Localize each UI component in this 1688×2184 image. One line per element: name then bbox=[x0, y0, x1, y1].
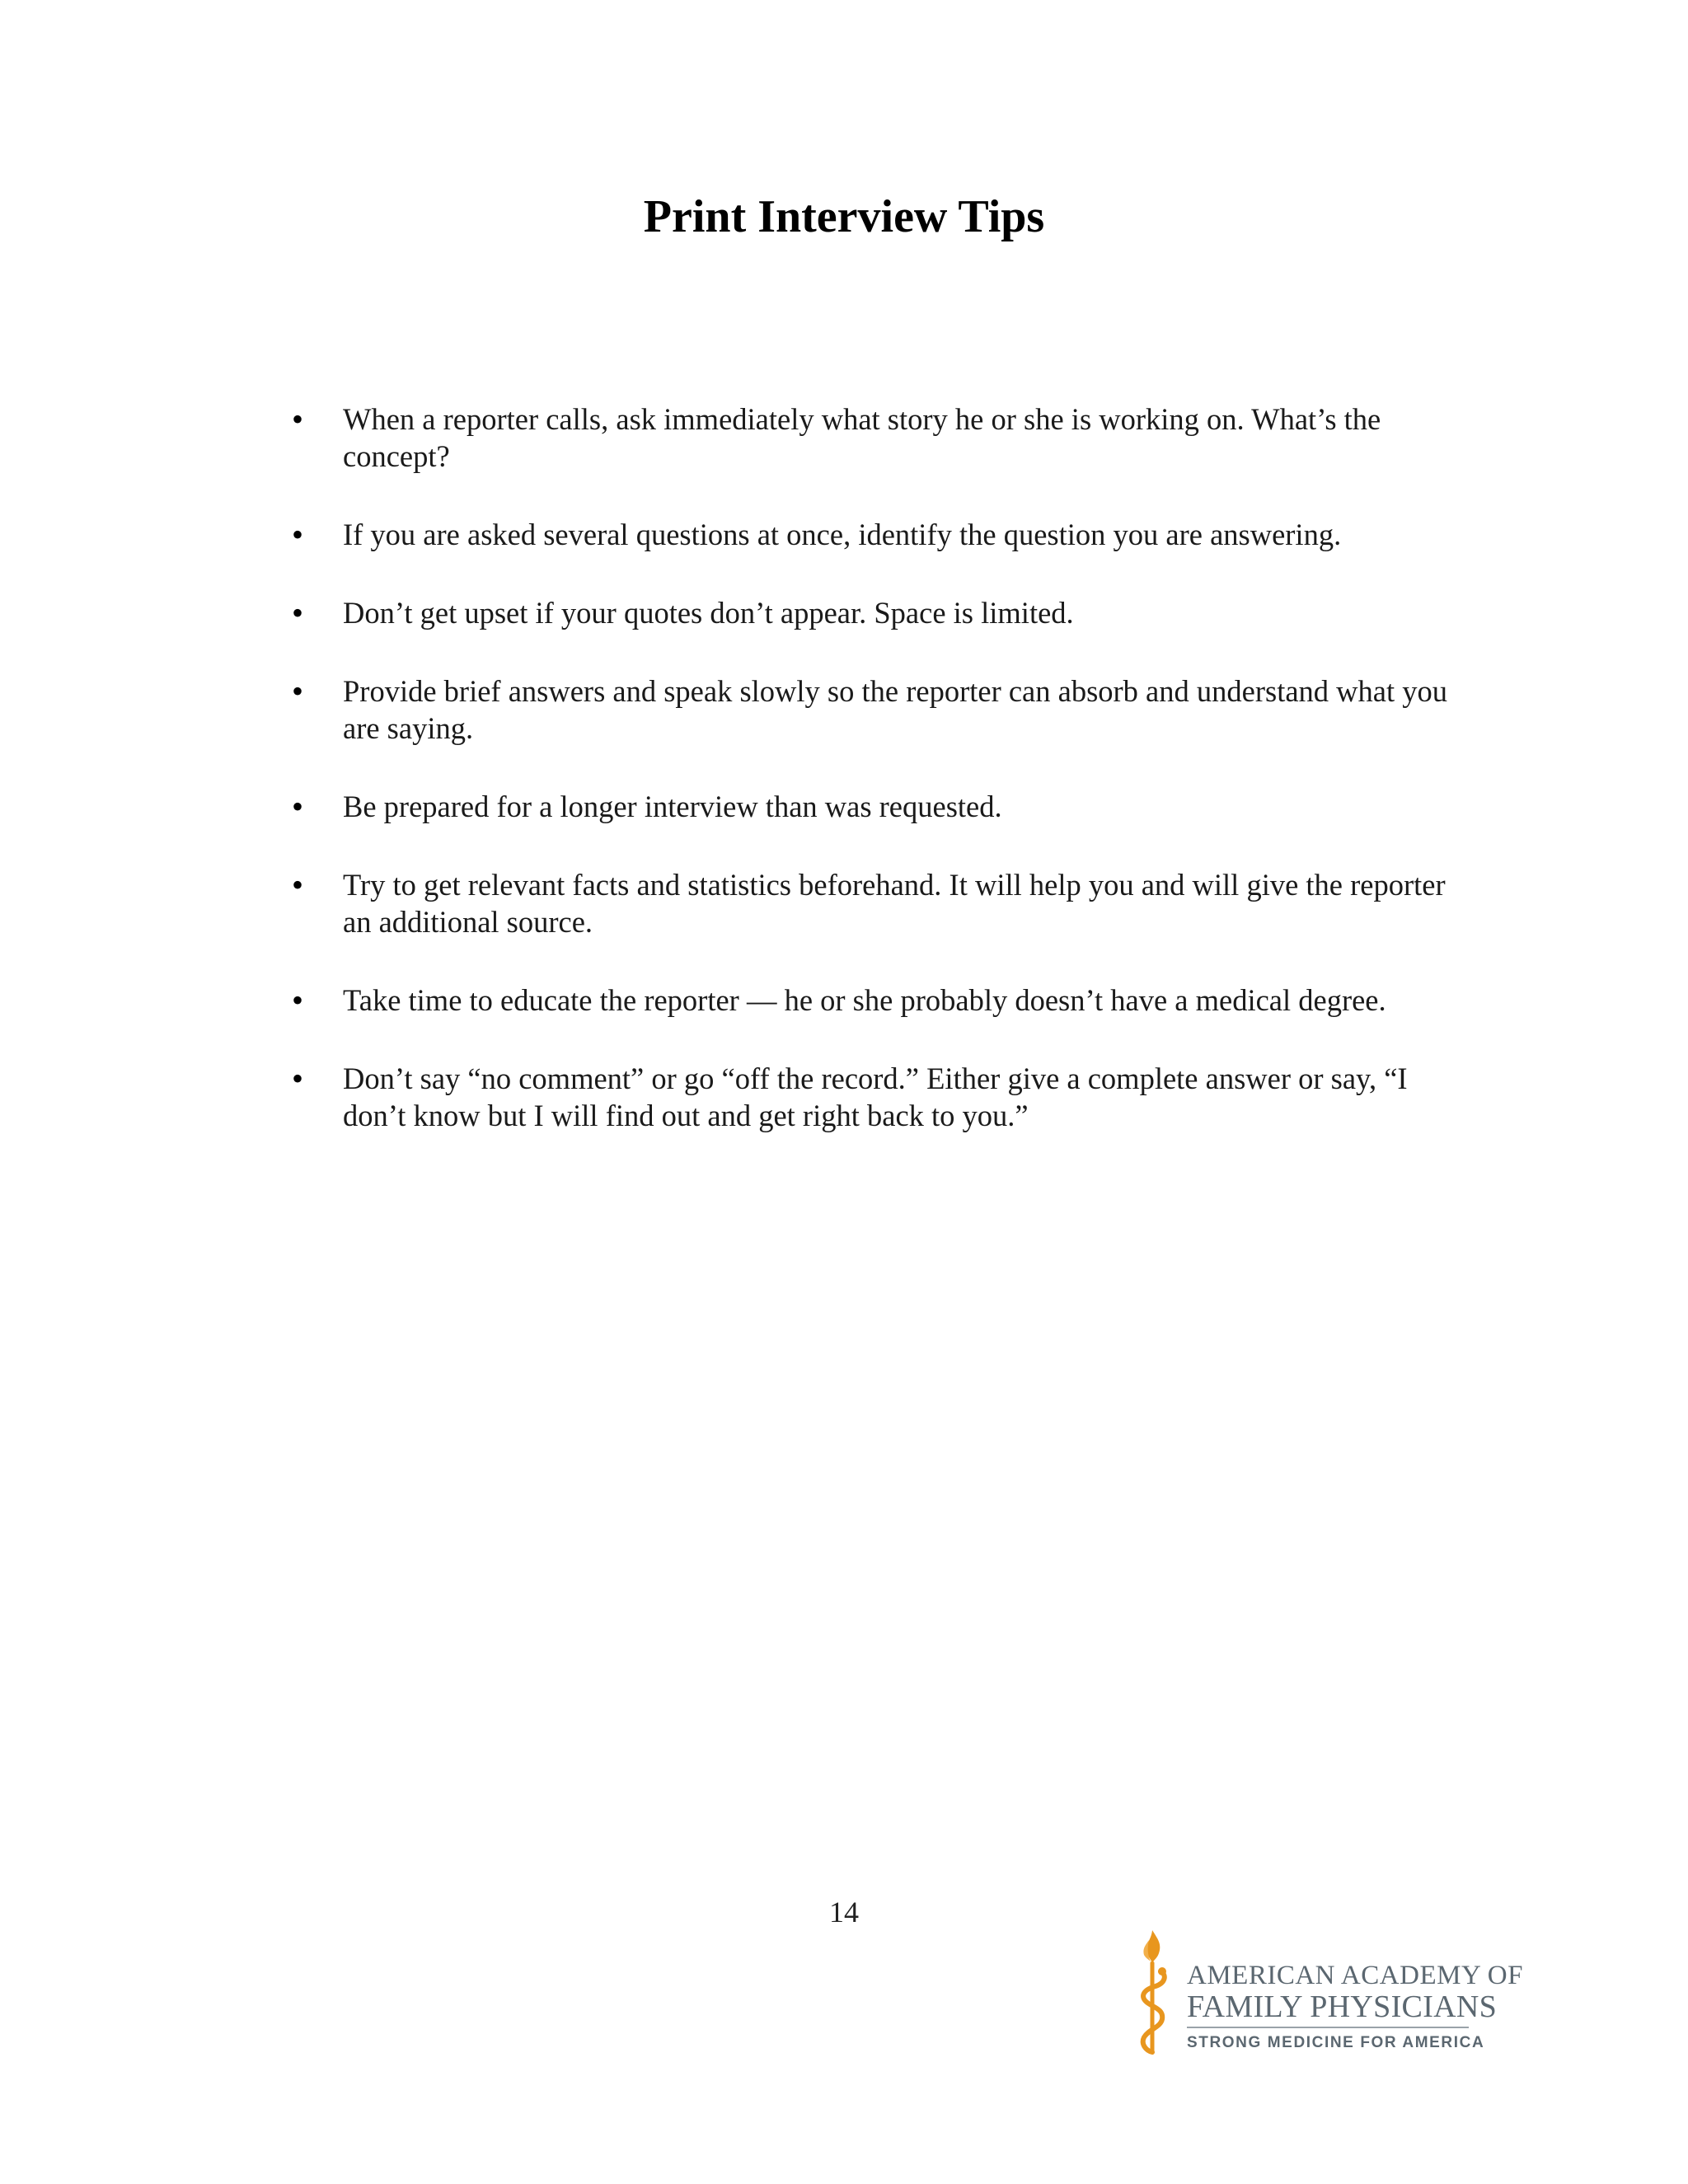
list-item bbox=[292, 866, 1462, 940]
bullet-icon: • bbox=[292, 401, 304, 438]
logo-line-2: FAMILY PHYSICIANS bbox=[1187, 1990, 1498, 2024]
tip-text: Take time to educate the reporter — he or she probably doesn’t have a medical degree. bbox=[343, 983, 1386, 1017]
tip-text: Try to get relevant facts and statistics beforehand. It will help you and will give the reporter an additional source. bbox=[343, 868, 1446, 939]
tip-text: Be prepared for a longer interview than was requested. bbox=[343, 790, 1002, 823]
tip-text: Provide brief answers and speak slowly so the reporter can absorb and understand what you are saying. bbox=[343, 674, 1447, 745]
tip-text: Don’t get upset if your quotes don’t appear. Space is limited. bbox=[343, 596, 1074, 630]
list-item bbox=[292, 594, 1462, 631]
tips-list bbox=[292, 401, 1462, 1175]
bullet-icon: • bbox=[292, 1060, 304, 1097]
bullet-icon: • bbox=[292, 866, 304, 903]
tip-text: Don’t say “no comment” or go “off the record.” Either give a complete answer or say, “I don’t know but I will find out and get right back to you.” bbox=[343, 1062, 1408, 1132]
list-item bbox=[292, 516, 1462, 553]
logo-divider bbox=[1187, 2027, 1469, 2028]
bullet-icon: • bbox=[292, 673, 304, 710]
aafp-logo bbox=[1129, 1929, 1523, 2056]
bullet-icon: • bbox=[292, 516, 304, 553]
list-item bbox=[292, 982, 1462, 1019]
bullet-icon: • bbox=[292, 788, 304, 825]
tip-text: If you are asked several questions at once, identify the question you are answering. bbox=[343, 518, 1342, 551]
logo-tagline: STRONG MEDICINE FOR AMERICA bbox=[1187, 2034, 1485, 2051]
tip-text: When a reporter calls, ask immediately what story he or she is working on. What’s the concept? bbox=[343, 402, 1381, 473]
bullet-icon: • bbox=[292, 982, 304, 1019]
page-title: Print Interview Tips bbox=[643, 191, 1045, 242]
list-item bbox=[292, 673, 1462, 747]
bullet-icon: • bbox=[292, 594, 304, 631]
list-item bbox=[292, 1060, 1462, 1134]
page-number: 14 bbox=[829, 1896, 859, 1929]
list-item bbox=[292, 401, 1462, 475]
caduceus-flame-icon bbox=[1129, 1929, 1175, 2056]
list-item bbox=[292, 788, 1462, 825]
logo-line-1: AMERICAN ACADEMY OF bbox=[1187, 1961, 1523, 1990]
